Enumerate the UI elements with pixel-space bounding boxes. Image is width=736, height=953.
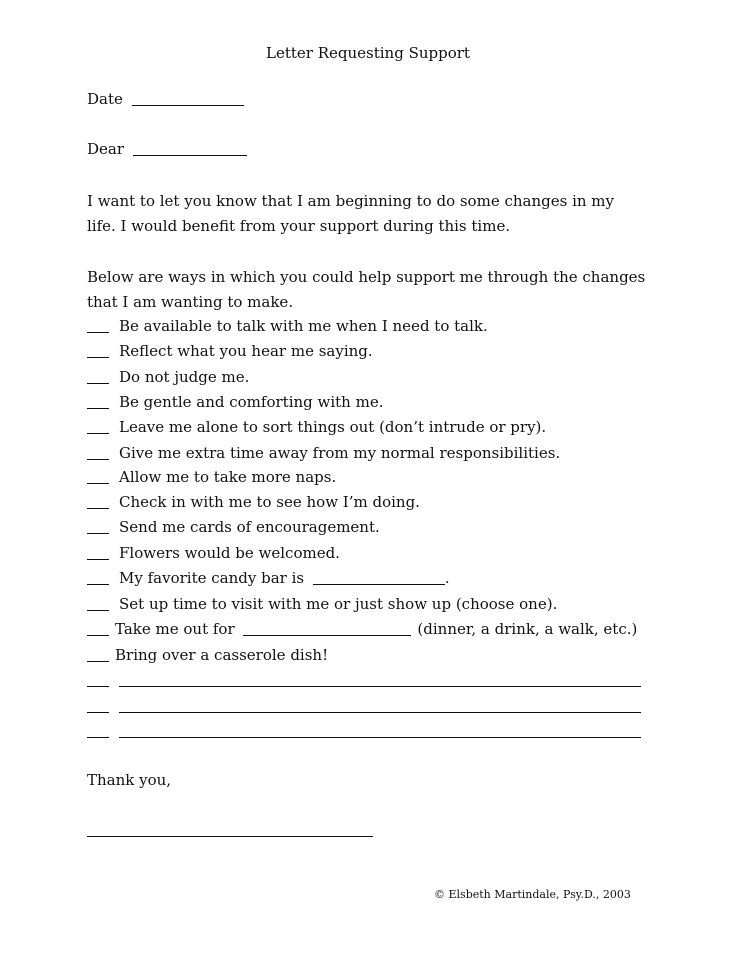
visit-item [87,594,557,614]
item-check-blank[interactable] [87,458,109,460]
closing-text: Thank you, [87,771,172,789]
item-check-blank[interactable] [87,507,109,509]
date-label: Date [87,90,123,108]
checklist-item [87,517,380,537]
copyright-notice: © Elsbeth Martindale, Psy.D., 2003 [434,888,631,901]
item-text: Check in with me to see how I’m doing. [119,493,420,511]
date-blank[interactable] [132,104,244,106]
candy-blank[interactable] [313,583,445,585]
item-text: Do not judge me. [119,368,250,386]
checklist-item [87,543,340,563]
custom-item-blank[interactable] [119,711,641,713]
checklist-item [87,367,249,387]
takeout-item [87,619,637,639]
takeout-blank[interactable] [243,634,411,636]
item-check-blank[interactable] [87,432,109,434]
takeout-text: Take me out for [115,620,235,638]
custom-item-blank[interactable] [119,685,641,687]
item-text: Send me cards of encouragement. [119,518,380,536]
checklist-item [87,443,560,463]
item-check-blank[interactable] [87,583,109,585]
item-text: Allow me to take more naps. [119,468,337,486]
item-check-blank[interactable] [87,685,109,687]
custom-item [87,696,641,716]
item-check-blank[interactable] [87,407,109,409]
item-check-blank[interactable] [87,382,109,384]
item-check-blank[interactable] [87,711,109,713]
checklist-item [87,417,546,437]
checklist-item [87,392,383,412]
casserole-item [87,645,328,665]
signature-line[interactable] [87,836,373,837]
document-title: Letter Requesting Support [266,44,470,62]
casserole-text: Bring over a casserole dish! [115,646,329,664]
candy-text: My favorite candy bar is [119,569,305,587]
custom-item [87,721,641,741]
visit-text: Set up time to visit with me or just show up (choose one). [119,595,558,613]
item-check-blank[interactable] [87,660,109,662]
item-check-blank[interactable] [87,609,109,611]
intro-paragraph: I want to let you know that I am beginning to do some changes in my life. I would benefit from your support during this time. [87,192,614,235]
ways-paragraph: Below are ways in which you could help support me through the changes that I am wanting to make. [87,268,646,311]
candy-suffix: . [444,569,450,587]
dear-line [87,139,247,159]
takeout-suffix: (dinner, a drink, a walk, etc.) [417,620,638,638]
custom-item [87,670,641,690]
item-text: Give me extra time away from my normal responsibilities. [119,444,561,462]
item-check-blank[interactable] [87,558,109,560]
candy-item [87,568,450,588]
custom-item-blank[interactable] [119,736,641,738]
item-text: Be gentle and comforting with me. [119,393,384,411]
checklist-item [87,467,336,487]
checklist-item [87,492,420,512]
item-text: Reflect what you hear me saying. [119,342,373,360]
dear-label: Dear [87,140,125,158]
item-text: Be available to talk with me when I need to talk. [119,317,488,335]
item-check-blank[interactable] [87,482,109,484]
item-check-blank[interactable] [87,356,109,358]
item-check-blank[interactable] [87,532,109,534]
item-check-blank[interactable] [87,634,109,636]
checklist-item [87,316,488,336]
item-check-blank[interactable] [87,331,109,333]
item-text: Flowers would be welcomed. [119,544,340,562]
date-line [87,89,244,109]
dear-blank[interactable] [133,154,247,156]
item-check-blank[interactable] [87,736,109,738]
checklist-item [87,341,373,361]
item-text: Leave me alone to sort things out (don’t intrude or pry). [119,418,547,436]
